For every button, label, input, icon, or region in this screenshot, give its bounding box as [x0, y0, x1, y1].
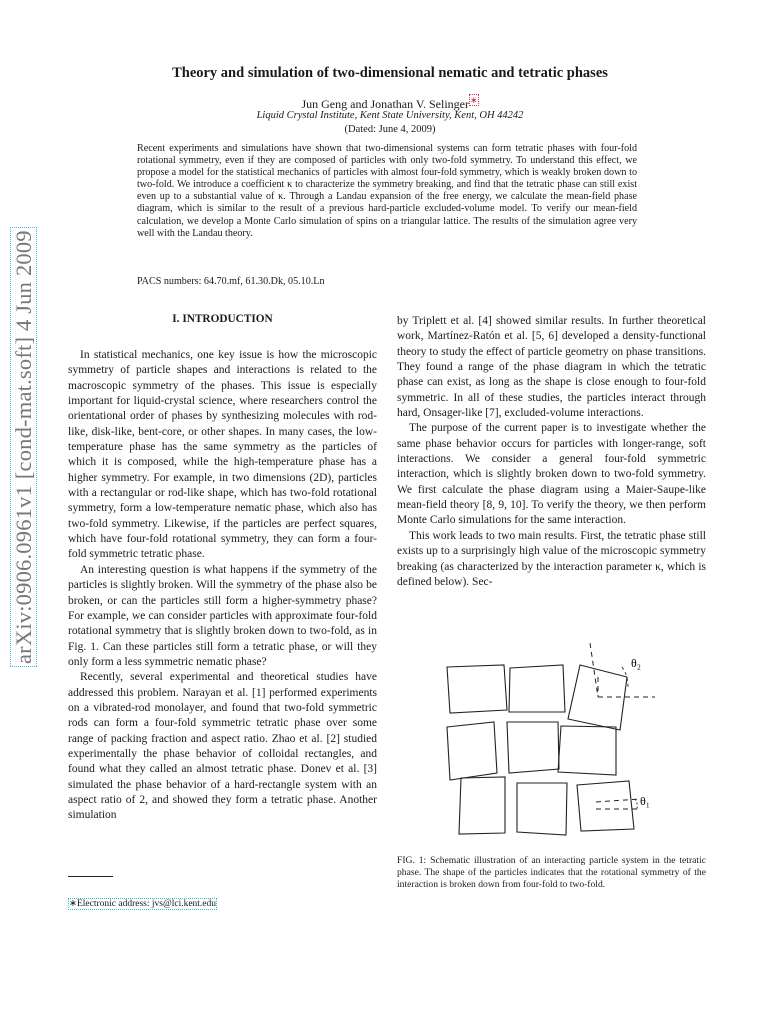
reference-axis [590, 643, 598, 697]
paragraph: An interesting question is what happens if the symmetry of the particles is slightly broken. Will the symmetry of the phase also be broken, or can the particles still form a higher-symmetry phase? For example, we can consider particles with approximate four-fold rotational symmetry that is slightly broken down to two-fold, as in Fig. 1. Can these particles still form a tetratic phase, or will they only form a less symmetric nematic phase? [68, 563, 377, 668]
section-heading: I. INTRODUCTION [172, 313, 273, 325]
particle-square [447, 722, 497, 780]
paragraph: by Triplett et al. [4] showed similar results. In further theoretical work, Martínez-Ratón et al. [5, 6] developed a density-functional theory to study the effect of particle geometry on phase transitions. They found a range of the phase diagram in which the tetratic phase can exist, as long as the shape is close enough to four-fold symmetric. In all of these studies, the particles interact through hard, Onsager-like [7], excluded-volume interactions. [397, 315, 706, 420]
email-link[interactable]: ∗Electronic address: jvs@lci.kent.edu [69, 899, 217, 909]
right-column [397, 314, 706, 590]
particle-square [507, 722, 559, 773]
particle-square [447, 665, 507, 713]
footnote-link[interactable]: ∗ [470, 95, 478, 105]
paper-title: Theory and simulation of two-dimensional nematic and tetratic phases [172, 65, 608, 81]
figure-1 [430, 635, 670, 845]
reference-axis [596, 799, 640, 802]
paragraph: This work leads to two main results. First, the tetratic phase still exists up to a surprisingly high value of the microscopic symmetry breaking (as characterized by the interaction parameter κ, which is defined below). Sec- [397, 529, 706, 588]
paragraph: In statistical mechanics, one key issue is how the microscopic symmetry of particle shapes and interactions is related to the macroscopic symmetry of the phases. This issue is especially important for liquid-crystal science, where researchers control the orientational order of phases by synthesizing molecules with rod-like, disk-like, bent-core, or other shapes. In many cases, the low-temperature phase has the same symmetry as the particles of which it is composed, while the high-temperature phase has a higher symmetry. For example, in two dimensions (2D), particles with a rectangular or rod-like shape, which has two-fold rotational symmetry, form a low-temperature nematic phase, which also has two-fold symmetry. Likewise, if the particles are perfect squares, which have four-fold rotational symmetry, they can form a four-fold symmetric tetratic phase. [68, 349, 377, 561]
date-line: (Dated: June 4, 2009) [344, 124, 436, 135]
paragraph: Recently, several experimental and theoretical studies have addressed this problem. Narayan et al. [1] performed experiments on a vibrated-rod monolayer, and found that two-fold symmetric rods can form a four-fold symmetric tetratic phase over some range of packing fraction and aspect ratio. Zhao et al. [2] studied experimentally the phase behavior of colloidal rectangles, and found what they called an almost tetratic phase. Donev et al. [3] simulated the phase behavior of a hard-rectangle system with an aspect ratio of 2, and showed they form a tetratic phase. Another simulation [68, 671, 377, 822]
arxiv-identifier[interactable]: arXiv:0906.0961v1 [cond-mat.soft] 4 Jun 2009 [11, 267, 41, 667]
footnote [68, 898, 217, 909]
particle-square [517, 783, 567, 835]
particle-square [509, 665, 565, 712]
left-column [68, 348, 377, 824]
abstract: Recent experiments and simulations have shown that two-dimensional systems can form tetratic phases with four-fold rotational symmetry, even if they are composed of particles with only two-fold symmetry. To understand this effect, we propose a model for the statistical mechanics of particles with almost four-fold symmetry, which is weakly broken down to two-fold. We introduce a coefficient κ to characterize the symmetry breaking, and find that the tetratic phase can still exist even up to a substantial value of κ. Through a Landau expansion of the free energy, we calculate the mean-field phase diagram, which is similar to the result of a previous hard-particle excluded-volume model. To verify our mean-field calculation, we develop a Monte Carlo simulation of spins on a triangular lattice. The results of the simulation agree very well with the Landau theory. [137, 143, 637, 239]
theta1-label: θ₁ [640, 794, 650, 808]
angle-arc [635, 799, 637, 809]
footnote-rule [68, 876, 113, 877]
particle-square [459, 777, 505, 834]
theta2-label: θ₂ [631, 656, 641, 670]
particle-square [577, 781, 634, 831]
pacs-numbers: PACS numbers: 64.70.mf, 61.30.Dk, 05.10.Ln [137, 276, 325, 287]
paragraph: The purpose of the current paper is to investigate whether the same phase behavior occurs for particles with longer-range, soft interactions. We consider a general four-fold symmetric interaction, which is slightly broken down to two-fold symmetry. We first calculate the phase diagram using a Maier-Saupe-like mean-field theory [8, 9, 10]. To verify the theory, we then perform Monte Carlo simulations for the same interaction. [397, 422, 706, 527]
affiliation: Liquid Crystal Institute, Kent State University, Kent, OH 44242 [256, 110, 524, 121]
figure-caption: FIG. 1: Schematic illustration of an interacting particle system in the tetratic phase. The shape of the particles indicates that the rotational symmetry of the interaction is broken down from four-fold to two-fold. [397, 855, 706, 891]
author-names: Jun Geng and Jonathan V. Selinger [301, 97, 469, 111]
particle-square [558, 726, 616, 775]
